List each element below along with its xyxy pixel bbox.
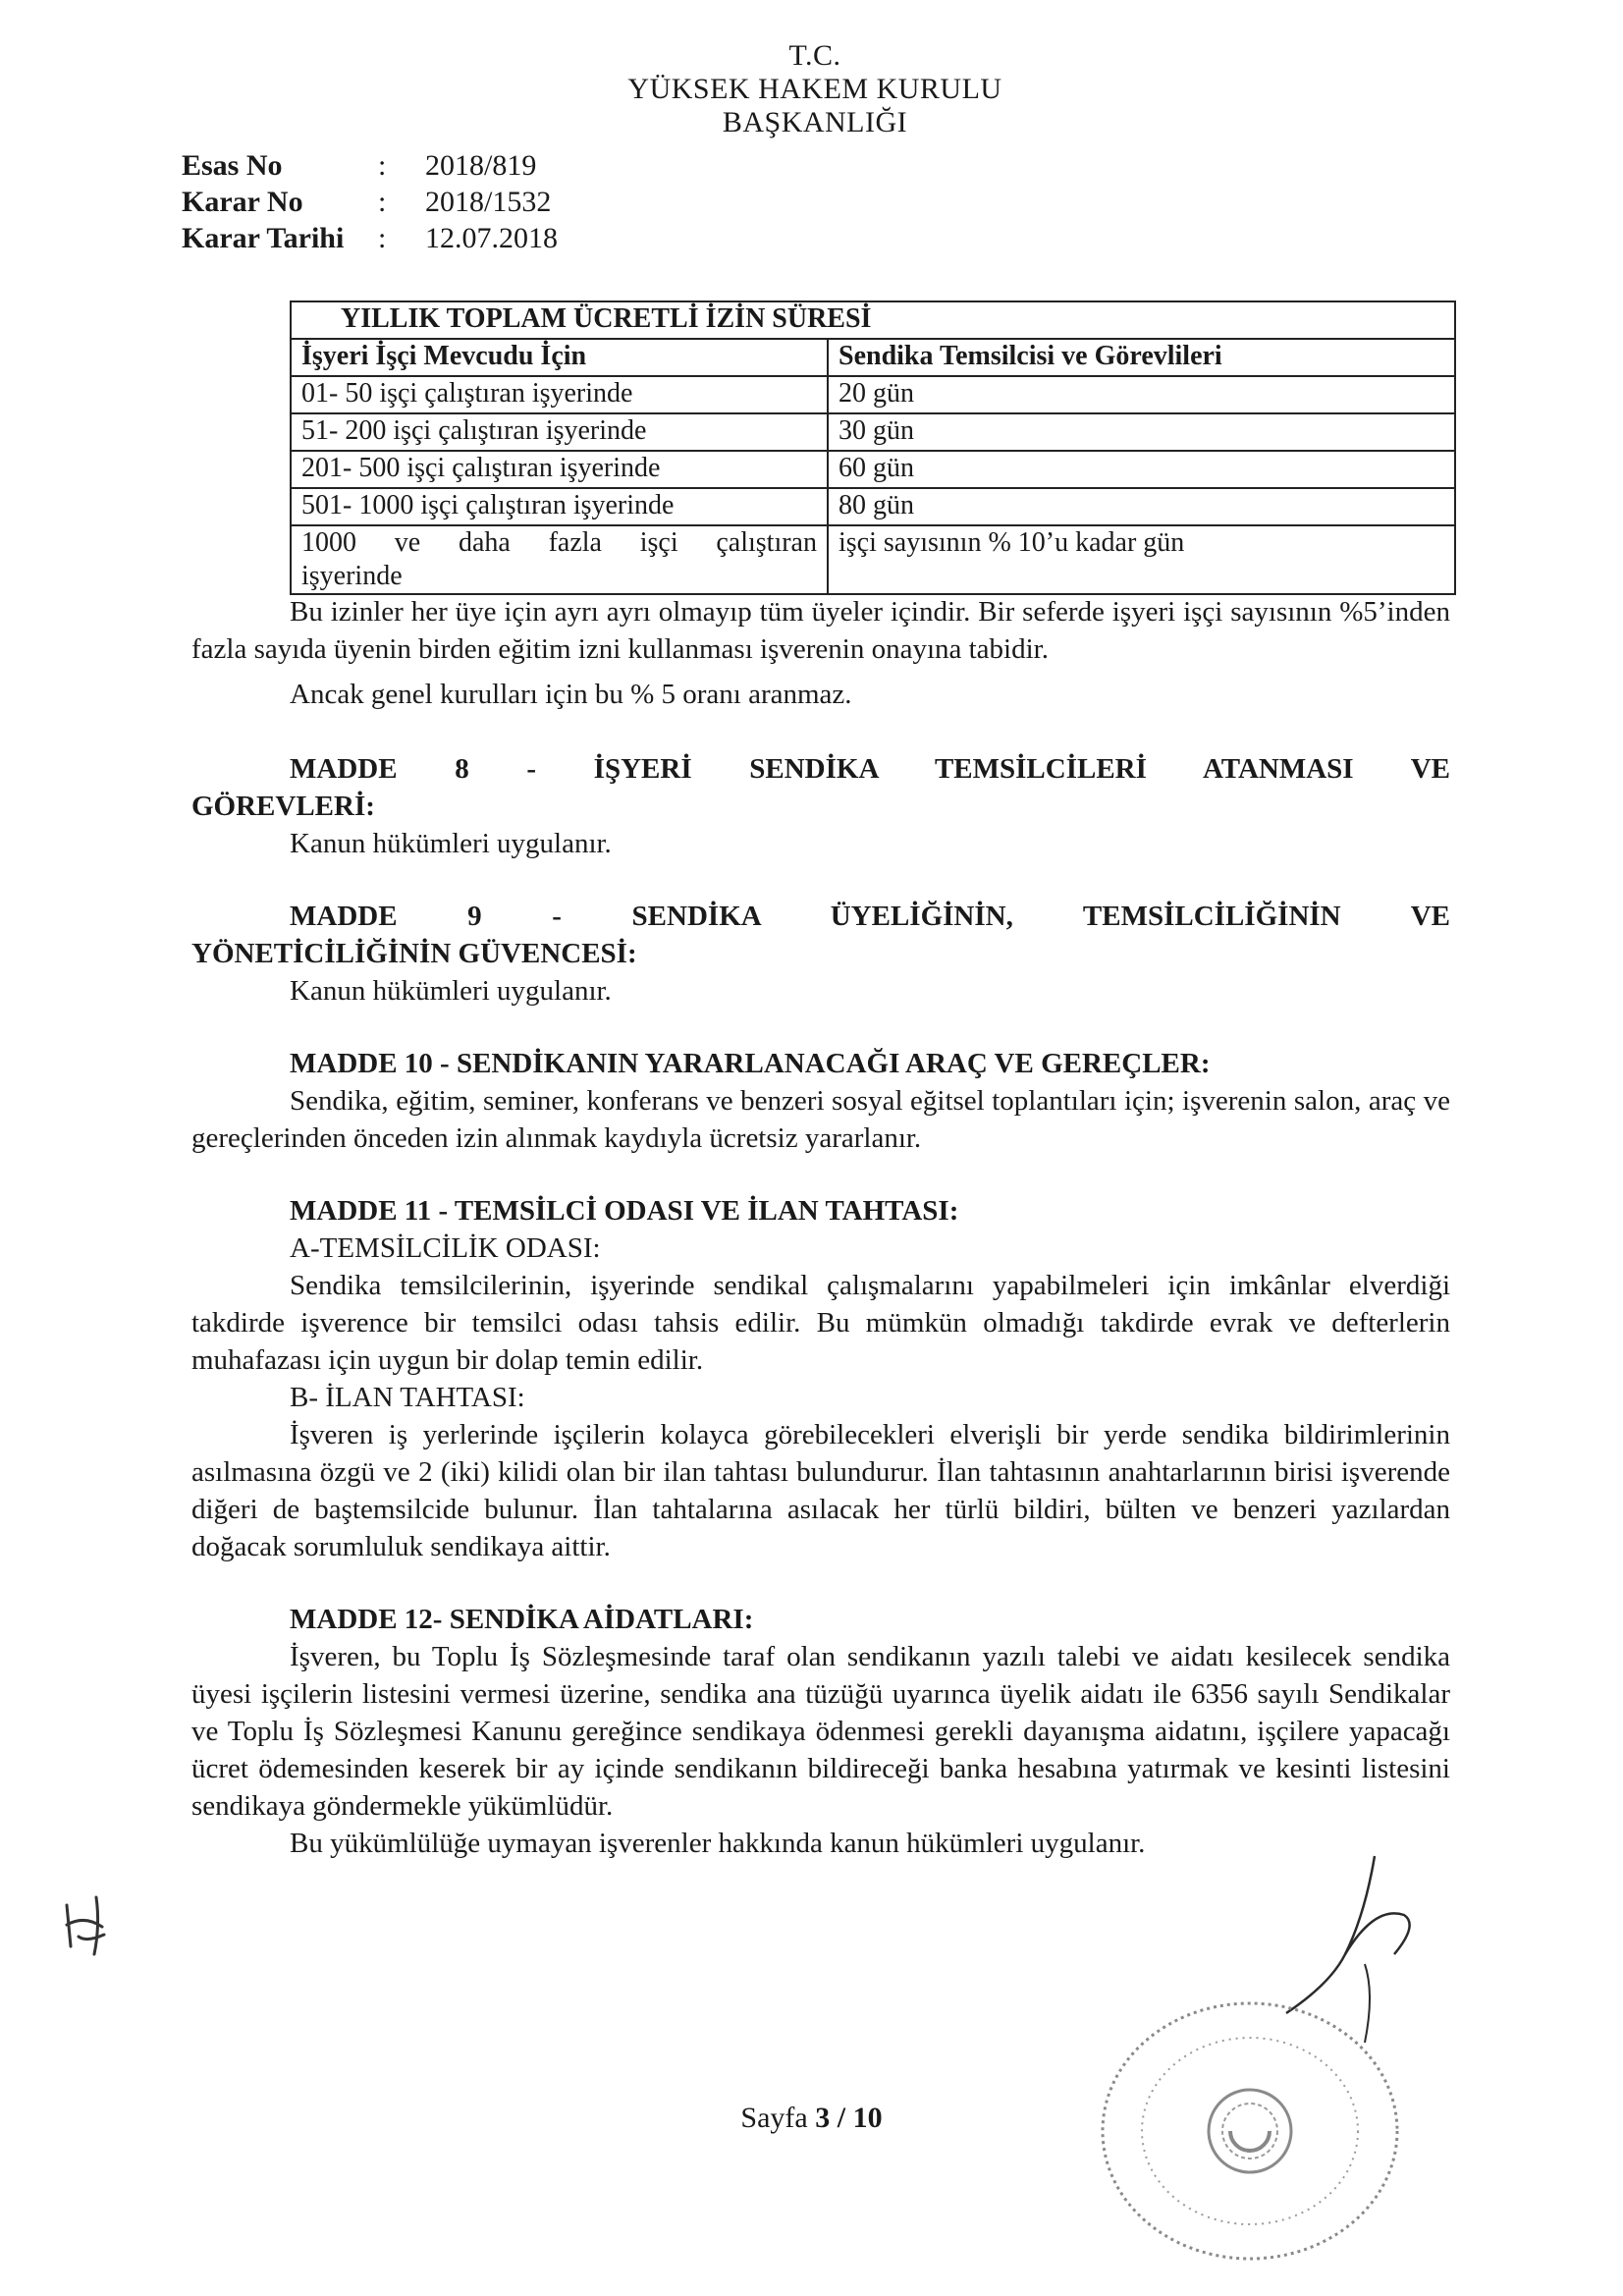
madde-title: MADDE 11 - TEMSİLCİ ODASI VE İLAN TAHTASI:: [290, 1195, 959, 1227]
meta-colon: :: [378, 149, 387, 182]
meta-row-karar: [182, 184, 558, 220]
madde-body: Sendika, eğitim, seminer, konferans ve benzeri sosyal eğitsel toplantıları için; işverenin salon, araç ve gereçlerinden önceden izin alınmak kaydıyla ücretsiz yararlanır.: [191, 1085, 1450, 1154]
table-cell: 51- 200 işçi çalıştıran işyerinde: [291, 413, 828, 451]
madde-body: Bu yükümlülüğe uymayan işverenler hakkında kanun hükümleri uygulanır.: [290, 1828, 1146, 1859]
page-footer: [0, 2102, 1623, 2135]
meta-colon: :: [378, 186, 387, 218]
meta-row-tarih: [182, 220, 558, 256]
madde-body: Kanun hükümleri uygulanır.: [290, 975, 612, 1007]
table-row: [291, 413, 1455, 451]
table-header-cell: İşyeri İşçi Mevcudu İçin: [291, 339, 828, 376]
madde-title: MADDE 8 - İŞYERİ SENDİKA TEMSİLCİLERİ ATANMASI VE: [290, 753, 1450, 785]
table-cell-line: işyerinde: [301, 561, 403, 591]
paragraph-genel-kurul: Ancak genel kurulları için bu % 5 oranı aranmaz.: [290, 679, 852, 710]
table-cell-line: 1000 ve daha fazla işçi çalıştıran: [301, 527, 817, 558]
meta-label: Esas No: [182, 149, 283, 182]
table-cell: 01- 50 işçi çalıştıran işyerinde: [291, 376, 828, 413]
madde-11: [191, 1192, 1450, 1565]
madde-8: [191, 750, 1450, 862]
meta-value: 2018/819: [425, 149, 537, 182]
table-cell: 80 gün: [828, 488, 1455, 525]
page-number: 3 / 10: [815, 2102, 883, 2134]
table-cell: [291, 525, 828, 594]
madde-title-cont: GÖREVLERİ:: [191, 791, 375, 822]
table-cell: 30 gün: [828, 413, 1455, 451]
meta-row-esas: [182, 147, 558, 184]
body-text: [191, 593, 1450, 1862]
page-number-prefix: Sayfa: [740, 2102, 816, 2134]
subsection-body: İşveren iş yerlerinde işçilerin kolayca görebilecekleri elverişli bir yerde sendika bildirimlerinin asılmasına özgü ve 2 (iki) kilidi olan bir ilan tahtası bulundurur. İlan tahtasının anahtarlarının birisi işverende diğeri de baştemsilcide bulunur. İlan tahtalarına asılacak her türlü bildiri, bülten ve benzeri yazılardan doğacak sorumluluk sendikaya aittir.: [191, 1419, 1450, 1562]
header-tc: T.C.: [788, 39, 841, 72]
leave-duration-table: [290, 301, 1456, 595]
meta-label: Karar Tarihi: [182, 222, 345, 254]
madde-10: [191, 1045, 1450, 1157]
madde-body: İşveren, bu Toplu İş Sözleşmesinde taraf olan sendikanın yazılı talebi ve aidatı kesilecek sendika üyesi işçilerin listesini vermesi üzerine, sendika ana tüzüğü uyarınca üyelik aidatı ile 6356 sayılı Sendikalar ve Toplu İş Sözleşmesi Kanunu gereğince sendikaya ödenmesi gerekli dayanışma aidatını, işçilere yapacağı ücret ödemesinden keserek bir ay içinde sendikanın bildireceği banka hesabına yatırmak ve kesinti listesini sendikaya göndermekle yükümlüdür.: [191, 1641, 1450, 1822]
meta-colon: :: [378, 222, 387, 254]
table-row: [291, 488, 1455, 525]
madde-9: [191, 898, 1450, 1010]
madde-title: MADDE 10 - SENDİKANIN YARARLANACAĞI ARAÇ VE GEREÇLER:: [290, 1048, 1211, 1079]
madde-title-cont: YÖNETİCİLİĞİNİN GÜVENCESİ:: [191, 938, 637, 969]
table-row: [291, 525, 1455, 594]
meta-value: 2018/1532: [425, 186, 552, 218]
header-presidency: BAŞKANLIĞI: [722, 106, 908, 138]
subsection-title: A-TEMSİLCİLİK ODASI:: [290, 1232, 601, 1264]
meta-label: Karar No: [182, 186, 303, 218]
madde-title: MADDE 12- SENDİKA AİDATLARI:: [290, 1604, 754, 1635]
table-row: [291, 376, 1455, 413]
table-cell: işçi sayısının % 10’u kadar gün: [828, 525, 1455, 594]
madde-body: Kanun hükümleri uygulanır.: [290, 828, 612, 859]
table-header-row: [291, 339, 1455, 376]
paragraph-izinler: Bu izinler her üye için ayrı ayrı olmayıp tüm üyeler içindir. Bir seferde işyeri işçi sayısının %5’inden fazla sayıda üyenin birden eğitim izni kullanması işverenin onayına tabidir.: [191, 596, 1450, 665]
meta-value: 12.07.2018: [425, 222, 558, 254]
table-cell: 201- 500 işçi çalıştıran işyerinde: [291, 451, 828, 488]
table-cell: 501- 1000 işçi çalıştıran işyerinde: [291, 488, 828, 525]
case-meta: [182, 147, 558, 256]
document-header: [511, 39, 1119, 139]
subsection-body: Sendika temsilcilerinin, işyerinde sendikal çalışmalarını yapabilmeleri için imkânlar elverdiği takdirde işverence bir temsilci odası tahsis edilir. Bu mümkün olmadığı takdirde evrak ve defterlerin muhafazası için uygun bir dolap temin edilir.: [191, 1270, 1450, 1376]
handwritten-initial-mark: [57, 1886, 116, 1964]
header-institution: YÜKSEK HAKEM KURULU: [627, 73, 1002, 105]
table-row: [291, 451, 1455, 488]
table-title: YILLIK TOPLAM ÜCRETLİ İZİN SÜRESİ: [291, 301, 1455, 339]
madde-title: MADDE 9 - SENDİKA ÜYELİĞİNİN, TEMSİLCİLİĞİNİN VE: [290, 901, 1450, 932]
table-cell: 60 gün: [828, 451, 1455, 488]
subsection-title: B- İLAN TAHTASI:: [290, 1382, 525, 1413]
table-header-cell: Sendika Temsilcisi ve Görevlileri: [828, 339, 1455, 376]
madde-12: [191, 1601, 1450, 1862]
table-cell: 20 gün: [828, 376, 1455, 413]
table-title-row: [291, 301, 1455, 339]
